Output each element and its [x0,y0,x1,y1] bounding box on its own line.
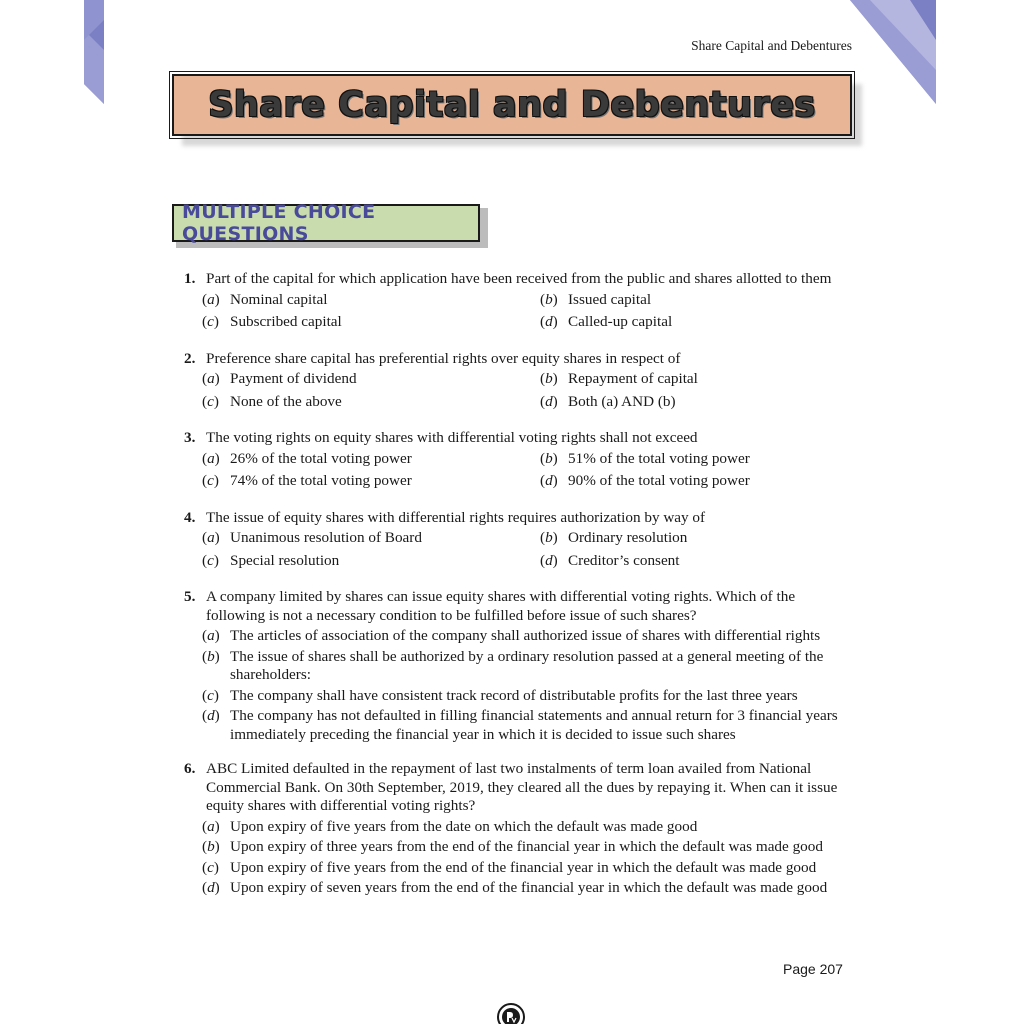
option-text: 90% of the total voting power [568,472,750,489]
option-letter: (c) [202,392,219,410]
question-text: The issue of equity shares with differential rights requires authorization by way of [206,508,706,526]
option-text: Upon expiry of five years from the end of the financial year in which the default was made good [230,858,817,876]
publisher-logo-icon [496,1002,526,1024]
corner-decoration-left [84,0,106,106]
option-text: Both (a) AND (b) [568,392,676,410]
option-text: 74% of the total voting power [230,472,412,489]
option-letter: (a) [202,449,220,467]
question-number: 4. [184,508,196,526]
option-list [202,450,854,493]
option-text: Upon expiry of seven years from the end of the financial year in which the default was made good [230,879,828,896]
running-header: Share Capital and Debentures [691,38,852,53]
option-letter: (d) [202,707,220,724]
option-text: The company has not defaulted in filling financial statements and annual return for 3 financial years immediately preceding the financial year in which it is decided to issue such shares [230,707,838,743]
question-5 [184,588,854,744]
option-letter-text: d [545,551,553,569]
option-letter-text: a [207,449,215,467]
option-letter: (b) [202,838,220,855]
corner-decoration-right [850,0,938,106]
option-letter: (c) [202,858,219,876]
option-letter: (c) [202,551,219,569]
option-letter: (b) [202,647,220,665]
option-b [540,291,854,310]
option-list [202,818,854,898]
option-letter: (b) [540,449,558,467]
question-number: 5. [184,588,196,605]
option-d [540,313,854,332]
question-6 [184,760,854,898]
question-2 [184,350,854,414]
option-letter: (a) [202,370,220,387]
question-text: Preference share capital has preferential rights over equity shares in respect of [206,349,681,367]
option-letter: (a) [202,627,220,644]
option-letter-text: a [207,370,215,387]
option-letter-text: d [207,707,215,724]
option-letter-text: c [207,313,214,330]
option-text: Repayment of capital [568,370,698,387]
question-text: The voting rights on equity shares with differential voting rights shall not exceed [206,429,698,446]
option-list [202,370,854,413]
option-a [202,370,540,389]
option-letter: (d) [202,879,220,896]
option-letter: (c) [202,472,219,489]
section-heading-banner [172,201,484,245]
option-text: Creditor’s consent [568,551,680,569]
option-letter-text: d [207,879,215,896]
chapter-title: Share Capital and Debentures [208,85,816,125]
question-text: Part of the capital for which application have been received from the public and shares allotted to them [206,270,832,287]
option-letter: (c) [202,313,219,330]
option-a [202,818,854,837]
option-text: Nominal capital [230,290,328,308]
option-a [202,627,854,646]
option-c [202,313,540,332]
option-letter-text: c [207,472,214,489]
option-c [202,472,540,491]
option-b [202,648,854,685]
question-text: ABC Limited defaulted in the repayment of last two instalments of term loan availed from National Commercial Bank. On 30th September, 2019, they cleared all the dues by repaying it. When can it issue equity shares with differential voting rights? [206,760,838,814]
option-list [202,529,854,572]
option-list [202,627,854,744]
option-b [540,529,854,548]
option-text: Ordinary resolution [568,529,688,546]
option-letter-text: c [207,392,214,410]
option-letter: (a) [202,817,220,835]
option-b [202,838,854,857]
option-text: Special resolution [230,551,340,569]
question-number: 3. [184,429,196,446]
option-text: Called-up capital [568,313,673,330]
chapter-title-banner [172,74,852,136]
section-title: MULTIPLE CHOICE QUESTIONS [182,201,376,245]
option-d [540,393,854,412]
option-letter-text: c [207,686,214,704]
option-d [540,472,854,491]
option-d [202,879,854,898]
option-letter-text: b [545,290,553,308]
option-b [540,450,854,469]
option-letter-text: a [207,529,215,546]
option-letter-text: a [207,290,215,308]
question-1 [184,270,854,334]
option-letter-text: b [545,449,553,467]
option-text: None of the above [230,392,342,410]
option-a [202,529,540,548]
option-letter-text: d [545,392,553,410]
option-letter: (d) [540,551,558,569]
option-d [202,707,854,744]
option-c [202,859,854,878]
option-letter: (b) [540,370,558,387]
option-a [202,450,540,469]
question-stem [184,350,854,369]
question-number: 1. [184,270,196,287]
option-letter-text: b [545,529,553,546]
option-a [202,291,540,310]
option-letter-text: d [545,472,553,489]
option-c [202,552,540,571]
question-stem [184,429,854,448]
option-letter-text: d [545,313,553,330]
option-letter: (a) [202,290,220,308]
option-letter-text: b [545,370,553,387]
option-letter: (b) [540,529,558,546]
question-stem [184,588,854,625]
question-text: A company limited by shares can issue equity shares with differential voting rights. Which of the following is not a necessary condition to be fulfilled before issue of such shares? [206,588,796,624]
option-text: Issued capital [568,290,652,308]
option-d [540,552,854,571]
option-letter: (b) [540,290,558,308]
option-text: Unanimous resolution of Board [230,529,422,546]
option-c [202,393,540,412]
option-text: 51% of the total voting power [568,449,750,467]
question-4 [184,509,854,573]
page-number: Page 207 [783,961,843,977]
option-letter-text: c [207,858,214,876]
question-list [184,270,854,914]
question-stem [184,509,854,528]
section-box [172,201,480,245]
option-letter-text: a [207,627,215,644]
option-list [202,291,854,334]
option-text: The articles of association of the company shall authorized issue of shares with differential rights [230,627,821,644]
option-letter-text: b [207,838,215,855]
question-3 [184,429,854,493]
option-letter: (d) [540,313,558,330]
option-text: Upon expiry of three years from the end of the financial year in which the default was made good [230,838,823,855]
option-letter: (d) [540,472,558,489]
option-text: 26% of the total voting power [230,449,412,467]
option-letter: (a) [202,529,220,546]
title-box [172,74,852,136]
option-letter: (c) [202,686,219,704]
option-text: Payment of dividend [230,370,357,387]
option-b [540,370,854,389]
option-letter-text: c [207,551,214,569]
option-letter-text: b [207,647,215,665]
option-text: Upon expiry of five years from the date on which the default was made good [230,817,698,835]
question-number: 6. [184,760,196,777]
option-text: Subscribed capital [230,313,342,330]
question-stem [184,760,854,816]
option-text: The company shall have consistent track record of distributable profits for the last three years [230,686,798,704]
question-number: 2. [184,349,196,367]
option-text: The issue of shares shall be authorized by a ordinary resolution passed at a general meeting of the shareholders: [230,647,824,683]
option-letter: (d) [540,392,558,410]
question-stem [184,270,854,289]
option-letter-text: a [207,817,215,835]
option-c [202,687,854,706]
